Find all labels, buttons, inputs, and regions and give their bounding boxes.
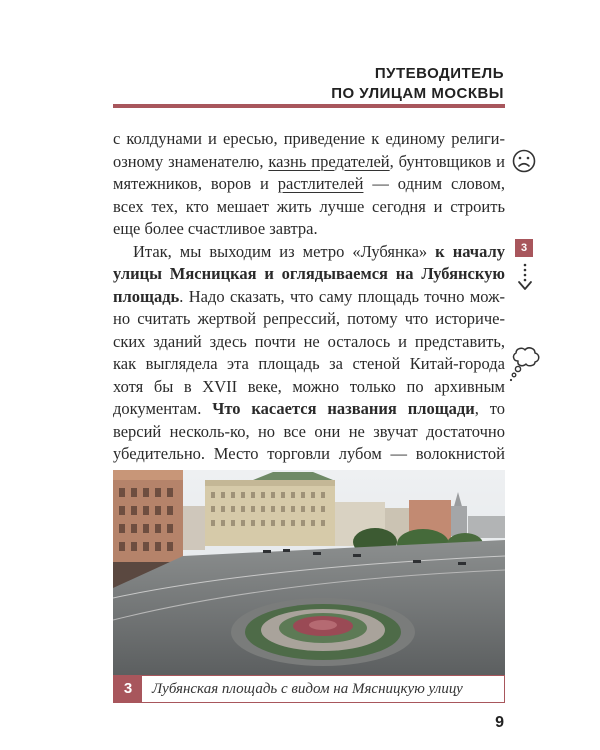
underlined-phrase-execution: казнь предателей [268,151,390,171]
paragraph-2 [113,241,505,489]
header-rule [113,104,505,108]
paragraph-1 [113,128,505,241]
margin-figure-badge: 3 [515,239,533,257]
caption-text: Лубянская площадь с видом на Мясницкую улицу [152,681,463,697]
sad-face-icon [511,148,537,174]
text-run: — одним словом, всех тех, кто мешает жить лучше сегодня и строить еще более счастливое завтра. [113,174,505,238]
text-run: , бунтовщиков и мятежников, воров и [113,151,505,193]
running-header [331,64,504,104]
text-run: , то версий несколь-ко, но все они не звучат достаточно убедительно. Место торговли лубом — волокнистой [113,399,506,463]
dotted-arrow-down-icon [516,262,534,292]
underlined-phrase-corrupters: растлителей [277,174,364,193]
header-line-1: ПУТЕВОДИТЕЛЬ [374,65,504,82]
bold-phrase-myasnitskaya: к началу улицы Мясницкая и оглядываемся на Лубянскую площадь [113,241,505,306]
thought-bubble-icon [506,345,542,387]
figure-number-badge: 3 [114,676,142,702]
text-run: . Надо сказать, что саму площадь точно мож-но считать жертвой репрессий, потому что историче-ских зданий здесь почти не осталось и представить, как выглядела эта площадь за стеной Китай-города хотя бы в XVII веке, можно только по архивным документам. [113,286,505,418]
body-text [113,128,505,488]
square-photo-image [113,470,505,675]
figure-caption [113,675,505,703]
text-run: с колдунами и ересью, приведение к единому религи-озному знаменателю, [113,129,505,171]
bold-phrase-square-name: Что касается названия площади [212,399,475,418]
page-number: 9 [495,714,504,731]
text-run: Итак, мы выходим из метро «Лубянка» [133,241,436,261]
header-line-2: ПО УЛИЦАМ МОСКВЫ [331,85,504,102]
